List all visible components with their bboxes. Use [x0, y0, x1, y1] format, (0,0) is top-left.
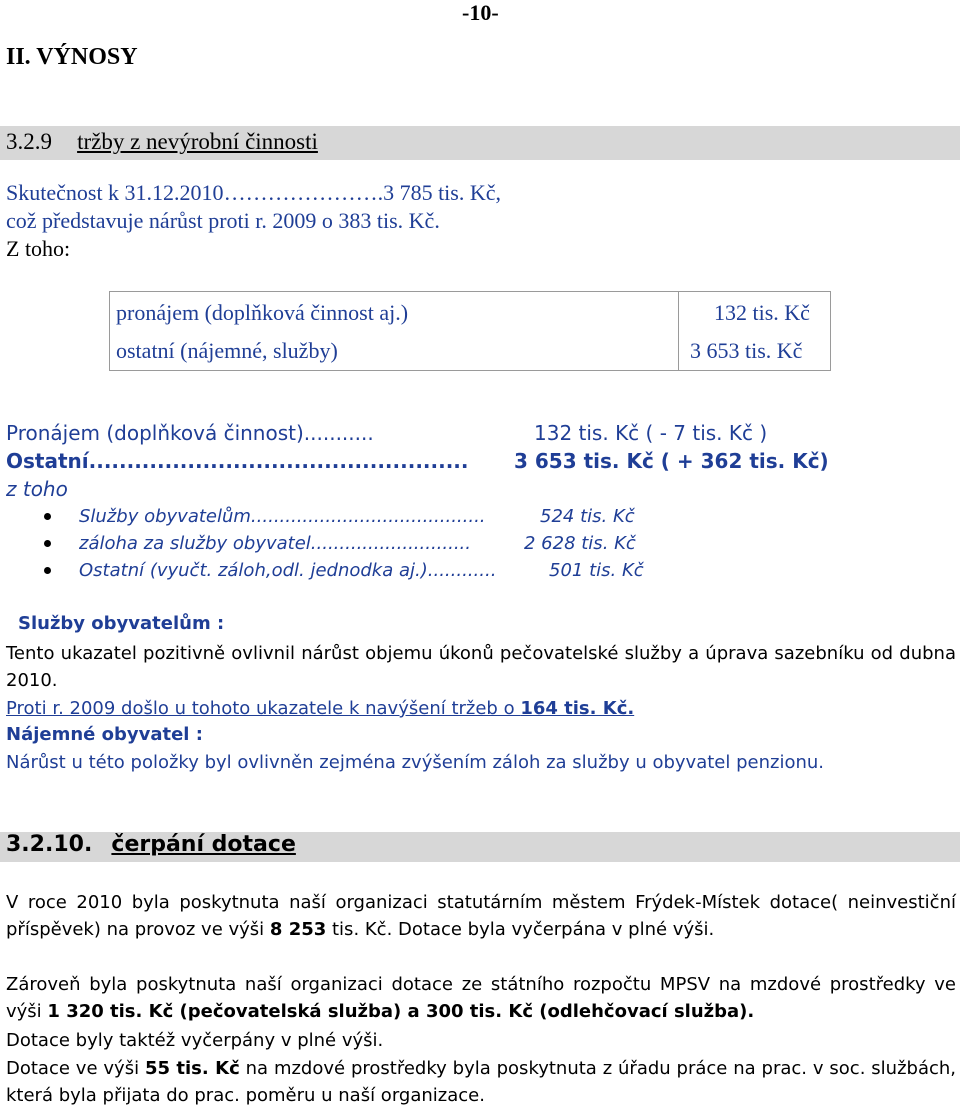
actual-line-1 — [6, 180, 501, 206]
subsidy-paragraph-1 — [6, 890, 956, 943]
increase-amount: tis. Kč. — [376, 208, 440, 233]
section-title: tržby z nevýrobní činnosti — [77, 129, 318, 154]
other-summary-value: 3 653 tis. Kč ( + 362 tis. Kč) — [514, 449, 829, 473]
rent-text: Nárůst u této položky byl ovlivněn zejména zvýšením záloh za služby u obyvatel penzionu. — [6, 752, 824, 773]
section-band-3-2-10 — [0, 832, 960, 862]
of-which-italic: z toho — [6, 477, 68, 501]
subsidy-state-amounts: 1 320 tis. Kč (pečovatelská služba) a 300 tis. Kč (odlehčovací služba). — [47, 1000, 755, 1022]
subsidy-state-text: Zároveň byla poskytnuta naší organizaci dotace ze státního rozpočtu MPSV na mzdové prostředky ve výši — [6, 974, 956, 1022]
increase-text: což představuje nárůst proti r. 2009 o 383 — [6, 208, 377, 233]
item-1-label: Služby obyvatelům......................................... — [79, 506, 486, 527]
services-text: Tento ukazatel pozitivně ovlivnil nárůst objemu úkonů pečovatelské služby a úprava sazebníku od dubna 2010. — [6, 643, 956, 691]
bullet-icon — [44, 540, 51, 547]
chapter-heading: II. VÝNOSY — [6, 44, 138, 70]
bullet-icon — [44, 513, 51, 520]
subsidy-labour-text-end: na mzdové prostředky byla poskytnuta z úřadu práce na prac. v soc. službách, která byla přijata do prac. poměru u naší organizace. — [6, 1058, 957, 1106]
subsidy-labour-amount: 55 tis. Kč — [144, 1058, 240, 1079]
actual-dots: ………………… — [223, 180, 378, 205]
subsidy-paragraph-3: Dotace byly taktéž vyčerpány v plné výši. — [6, 1030, 384, 1051]
subsidy-city-text-end: tis. Kč. Dotace byla vyčerpána v plné výši. — [326, 918, 715, 940]
row-2-label: ostatní (nájemné, služby) — [116, 338, 338, 363]
item-2-label: záloha za služby obyvatel............................ — [79, 533, 472, 554]
services-change-text: Proti r. 2009 došlo u tohoto ukazatele k navýšení tržeb o — [6, 698, 521, 719]
subsidy-labour-text: Dotace ve výši — [6, 1058, 145, 1079]
subsidy-paragraph-4 — [6, 1056, 956, 1109]
bullet-icon — [44, 567, 51, 574]
rent-heading: Nájemné obyvatel : — [6, 724, 203, 745]
subsidy-city-amount: 8 253 — [269, 918, 327, 940]
services-change-amount: 164 tis. Kč. — [520, 698, 635, 719]
section-number: 3.2.9 — [6, 129, 52, 154]
services-heading: Služby obyvatelům : — [18, 613, 225, 634]
subsidy-paragraph-2 — [6, 972, 956, 1025]
actual-date-label: Skutečnost k 31.12.2010 — [6, 180, 224, 205]
row-1-label: pronájem (doplňková činnost aj.) — [116, 300, 409, 325]
of-which-label: Z toho: — [6, 236, 71, 261]
actual-amount: .3 785 tis. Kč, — [377, 180, 502, 205]
section-title: čerpání dotace — [111, 832, 296, 857]
rental-summary-value: 132 tis. Kč ( - 7 tis. Kč ) — [534, 421, 768, 445]
section-number: 3.2.10. — [6, 832, 93, 857]
actual-line-2 — [6, 208, 440, 234]
row-2-value: 3 653 tis. Kč — [690, 338, 803, 363]
row-1-value: 132 tis. Kč — [714, 300, 810, 325]
section-band-3-2-9 — [0, 126, 960, 160]
item-1-value: 524 tis. Kč — [540, 506, 635, 527]
rental-summary-label: Pronájem (doplňková činnost)........... — [6, 421, 374, 445]
item-2-value: 2 628 tis. Kč — [524, 533, 636, 554]
other-summary-label: Ostatní.................................................. — [6, 449, 469, 473]
services-change — [6, 698, 634, 719]
subsidy-city-text: V roce 2010 byla poskytnuta naší organizaci statutárním městem Frýdek-Místek dotace( neinvestiční příspěvek) na provoz ve výši — [6, 892, 956, 940]
item-3-label: Ostatní (vyučt. záloh,odl. jednodka aj.)............ — [79, 560, 497, 581]
breakdown-table — [109, 291, 831, 371]
page-number: -10- — [462, 0, 499, 25]
item-3-value: 501 tis. Kč — [549, 560, 644, 581]
